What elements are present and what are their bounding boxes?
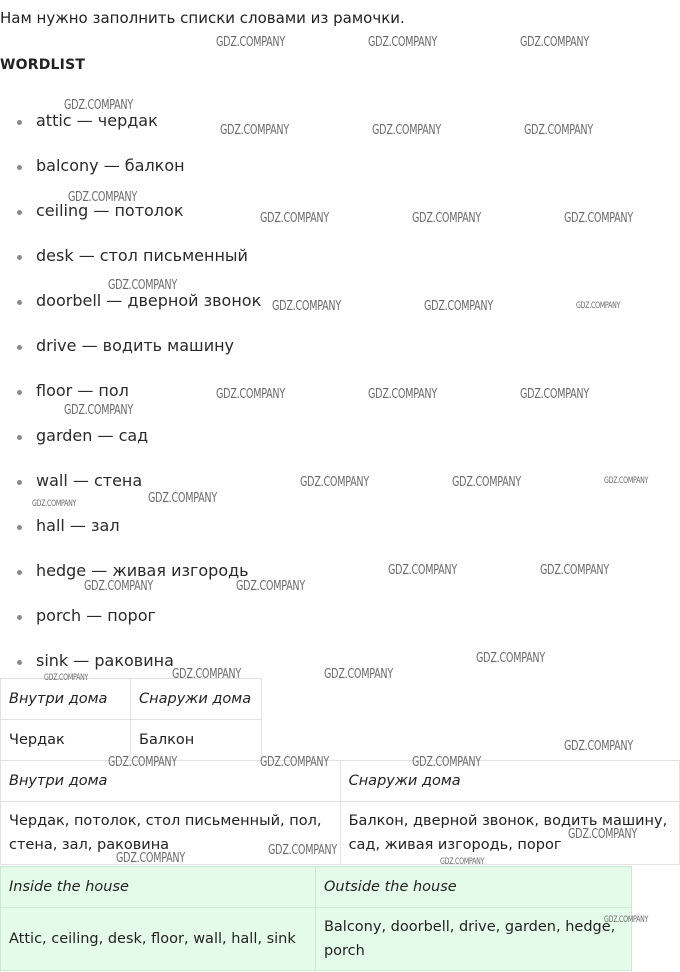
intro-text: Нам нужно заполнить списки словами из рамочки. — [0, 9, 405, 27]
watermark: GDZ.COMPANY — [32, 499, 77, 509]
watermark: GDZ.COMPANY — [368, 35, 437, 50]
small-table — [0, 678, 262, 761]
watermark: GDZ.COMPANY — [108, 278, 177, 293]
watermark: GDZ.COMPANY — [84, 579, 153, 594]
russian-answer-table — [0, 760, 680, 865]
watermark: GDZ.COMPANY — [108, 755, 177, 770]
watermark: GDZ.COMPANY — [412, 755, 481, 770]
watermark: GDZ.COMPANY — [260, 211, 329, 226]
list-item: attic — чердак — [0, 100, 680, 145]
watermark: GDZ.COMPANY — [604, 476, 649, 486]
table-cell: Балкон, дверной звонок, водить машину, сад, живая изгородь, порог — [340, 802, 679, 865]
list-item: porch — порог — [0, 595, 680, 640]
watermark: GDZ.COMPANY — [216, 35, 285, 50]
watermark: GDZ.COMPANY — [260, 755, 329, 770]
table-cell: Чердак — [1, 720, 131, 761]
watermark: GDZ.COMPANY — [216, 387, 285, 402]
watermark: GDZ.COMPANY — [368, 387, 437, 402]
watermark: GDZ.COMPANY — [64, 403, 133, 418]
watermark: GDZ.COMPANY — [324, 667, 393, 682]
watermark: GDZ.COMPANY — [424, 299, 493, 314]
watermark: GDZ.COMPANY — [68, 190, 137, 205]
table-header-cell: Outside the house — [315, 867, 631, 908]
list-item: hedge — живая изгородь — [0, 550, 680, 595]
watermark: GDZ.COMPANY — [268, 843, 337, 858]
watermark: GDZ.COMPANY — [576, 301, 621, 311]
table-cell: Balcony, doorbell, drive, garden, hedge, porch — [315, 908, 631, 971]
watermark: GDZ.COMPANY — [220, 123, 289, 138]
list-item: desk — стол письменный — [0, 235, 680, 280]
watermark: GDZ.COMPANY — [372, 123, 441, 138]
watermark: GDZ.COMPANY — [412, 211, 481, 226]
watermark: GDZ.COMPANY — [568, 827, 637, 842]
watermark: GDZ.COMPANY — [476, 651, 545, 666]
watermark: GDZ.COMPANY — [524, 123, 593, 138]
table-header-row — [1, 679, 262, 720]
table-cell: Attic, ceiling, desk, floor, wall, hall, sink — [1, 908, 316, 971]
table-header-cell: Внутри дома — [1, 679, 131, 720]
watermark: GDZ.COMPANY — [148, 491, 217, 506]
watermark: GDZ.COMPANY — [452, 475, 521, 490]
table-cell: Балкон — [131, 720, 262, 761]
watermark: GDZ.COMPANY — [300, 475, 369, 490]
list-item: hall — зал — [0, 505, 680, 550]
watermark: GDZ.COMPANY — [116, 851, 185, 866]
watermark: GDZ.COMPANY — [564, 211, 633, 226]
watermark: GDZ.COMPANY — [172, 667, 241, 682]
table-header-cell: Снаружи дома — [340, 761, 679, 802]
table-row — [1, 908, 632, 971]
list-item: drive — водить машину — [0, 325, 680, 370]
watermark: GDZ.COMPANY — [236, 579, 305, 594]
table-header-row — [1, 867, 632, 908]
watermark: GDZ.COMPANY — [272, 299, 341, 314]
watermark: GDZ.COMPANY — [388, 563, 457, 578]
watermark: GDZ.COMPANY — [520, 35, 589, 50]
wordlist-heading: WORDLIST — [0, 57, 86, 73]
table-header-row — [1, 761, 680, 802]
list-item: ceiling — потолок — [0, 190, 680, 235]
table-header-cell: Снаружи дома — [131, 679, 262, 720]
list-item: wall — стена — [0, 460, 680, 505]
watermark: GDZ.COMPANY — [604, 915, 649, 925]
table-header-cell: Внутри дома — [1, 761, 341, 802]
watermark: GDZ.COMPANY — [44, 673, 89, 683]
table-header-cell: Inside the house — [1, 867, 316, 908]
watermark: GDZ.COMPANY — [520, 387, 589, 402]
list-item: doorbell — дверной звонок — [0, 280, 680, 325]
watermark: GDZ.COMPANY — [540, 563, 609, 578]
table-cell: Чердак, потолок, стол письменный, пол, стена, зал, раковина — [1, 802, 341, 865]
watermark: GDZ.COMPANY — [440, 857, 485, 867]
list-item: balcony — балкон — [0, 145, 680, 190]
list-item: garden — сад — [0, 415, 680, 460]
watermark: GDZ.COMPANY — [564, 739, 633, 754]
english-answer-table — [0, 866, 632, 971]
list-item: sink — раковина — [0, 640, 680, 685]
list-item: floor — пол — [0, 370, 680, 415]
watermark: GDZ.COMPANY — [64, 98, 133, 113]
